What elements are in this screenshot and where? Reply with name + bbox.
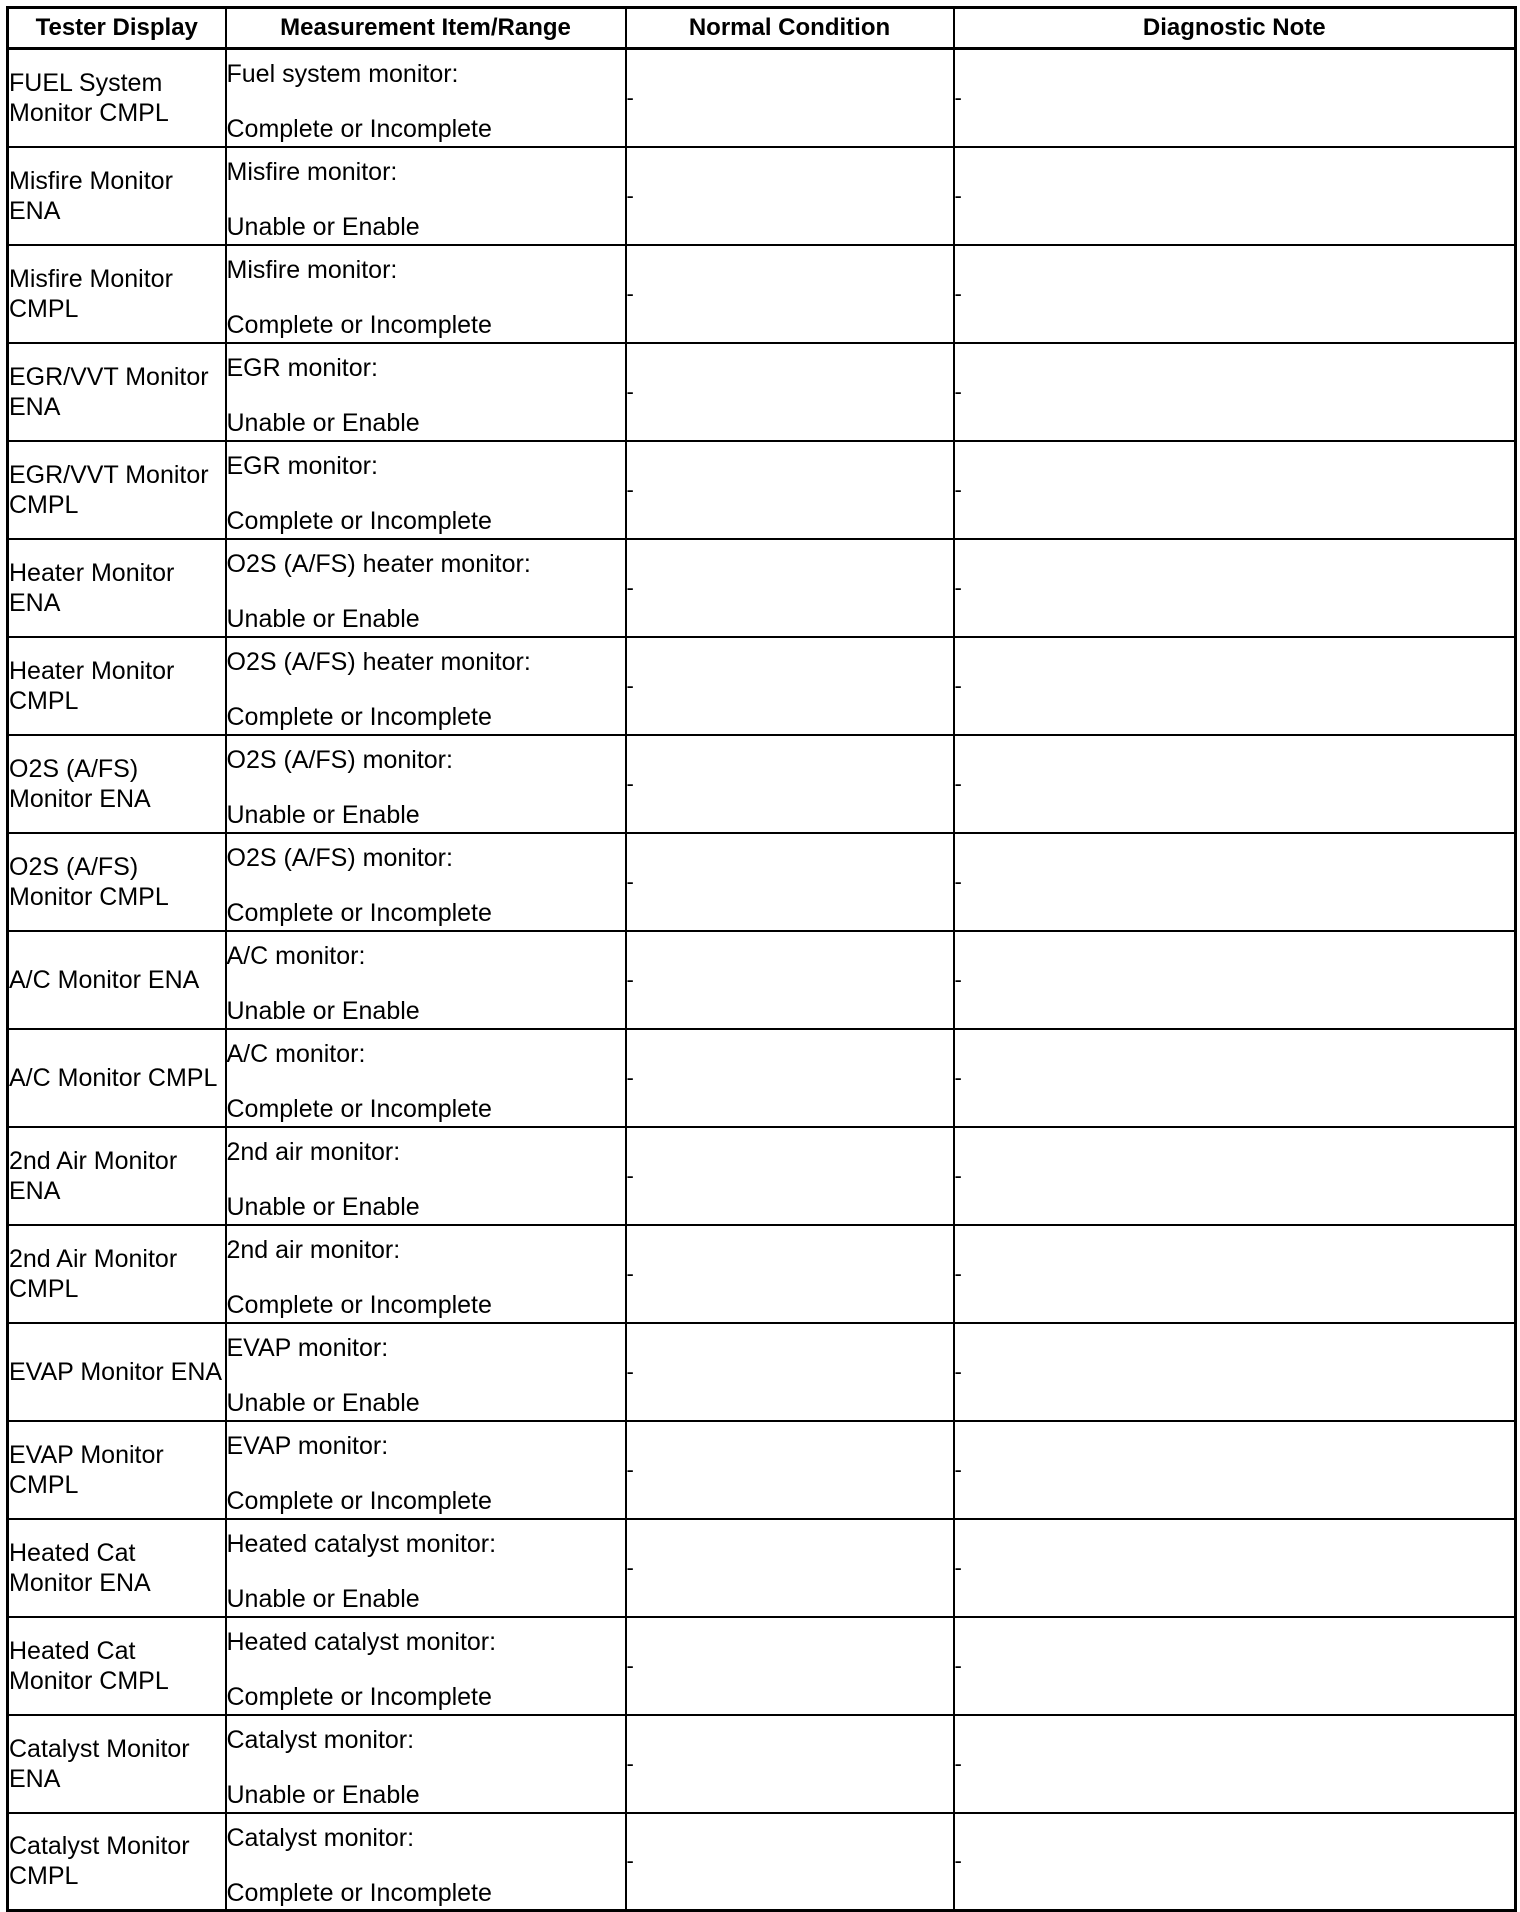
table-row [8,1813,1516,1911]
header-diagnostic-note: Diagnostic Note [954,8,1516,49]
measurement-item-label: 2nd air monitor: [226,1236,401,1264]
table-row [8,1715,1516,1813]
normal-condition-cell: - [626,637,954,735]
measurement-item-label: A/C monitor: [226,942,366,970]
measurement-item-cell [226,147,626,245]
table-row [8,735,1516,833]
tester-display-cell: Heater Monitor CMPL [8,637,226,735]
measurement-item-label: EVAP monitor: [226,1334,389,1362]
tester-display-cell: Catalyst Monitor CMPL [8,1813,226,1911]
normal-condition-cell: - [626,1421,954,1519]
measurement-item-cell [226,539,626,637]
diagnostic-note-cell: - [954,343,1516,441]
tester-display-cell: EVAP Monitor ENA [8,1323,226,1421]
measurement-range-label: Unable or Enable [226,1193,420,1221]
normal-condition-cell: - [626,931,954,1029]
measurement-range-label: Unable or Enable [226,605,420,633]
measurement-item-cell [226,1225,626,1323]
measurement-item-cell [226,1323,626,1421]
table-body [8,49,1516,1911]
measurement-range-label: Unable or Enable [226,1389,420,1417]
measurement-range-label: Unable or Enable [226,1585,420,1613]
measurement-range-label: Complete or Incomplete [226,311,492,339]
diagnostic-note-cell: - [954,833,1516,931]
diagnostic-note-cell: - [954,539,1516,637]
diagnostic-note-cell: - [954,1813,1516,1911]
measurement-item-cell [226,441,626,539]
normal-condition-cell: - [626,1617,954,1715]
header-tester-display: Tester Display [8,8,226,49]
measurement-range-label: Complete or Incomplete [226,1683,492,1711]
normal-condition-cell: - [626,833,954,931]
normal-condition-cell: - [626,49,954,147]
normal-condition-cell: - [626,539,954,637]
measurement-item-cell [226,931,626,1029]
normal-condition-cell: - [626,441,954,539]
table-row [8,147,1516,245]
table-row [8,343,1516,441]
measurement-item-label: A/C monitor: [226,1040,366,1068]
table-row [8,539,1516,637]
diagnostic-note-cell: - [954,1519,1516,1617]
diagnostic-note-cell: - [954,1617,1516,1715]
tester-display-cell: Misfire Monitor ENA [8,147,226,245]
measurement-range-label: Unable or Enable [226,409,420,437]
measurement-item-label: O2S (A/FS) monitor: [226,746,453,774]
measurement-item-label: O2S (A/FS) monitor: [226,844,453,872]
normal-condition-cell: - [626,1127,954,1225]
measurement-item-label: EGR monitor: [226,354,378,382]
header-normal-condition: Normal Condition [626,8,954,49]
measurement-range-label: Unable or Enable [226,997,420,1025]
table-row [8,833,1516,931]
normal-condition-cell: - [626,245,954,343]
diagnostic-note-cell: - [954,1127,1516,1225]
table-row [8,931,1516,1029]
tester-display-cell: Catalyst Monitor ENA [8,1715,226,1813]
measurement-item-label: O2S (A/FS) heater monitor: [226,550,531,578]
normal-condition-cell: - [626,343,954,441]
measurement-item-label: Heated catalyst monitor: [226,1530,497,1558]
measurement-range-label: Complete or Incomplete [226,703,492,731]
measurement-item-label: Misfire monitor: [226,158,398,186]
diagnostic-note-cell: - [954,49,1516,147]
monitor-status-table [6,6,1517,1912]
measurement-range-label: Complete or Incomplete [226,1878,492,1907]
measurement-item-cell [226,1617,626,1715]
table-header-row [8,8,1516,49]
table-row [8,49,1516,147]
tester-display-cell: Heated Cat Monitor ENA [8,1519,226,1617]
measurement-range-label: Unable or Enable [226,801,420,829]
diagnostic-note-cell: - [954,735,1516,833]
normal-condition-cell: - [626,147,954,245]
measurement-item-cell [226,637,626,735]
header-measurement-item: Measurement Item/Range [226,8,626,49]
table-row [8,1127,1516,1225]
table-row [8,637,1516,735]
measurement-range-label: Complete or Incomplete [226,1487,492,1515]
table-row [8,1323,1516,1421]
measurement-item-label: Fuel system monitor: [226,60,459,89]
table-row [8,1519,1516,1617]
measurement-item-label: EVAP monitor: [226,1432,389,1460]
measurement-item-label: Catalyst monitor: [226,1726,415,1754]
diagnostic-note-cell: - [954,147,1516,245]
table-row [8,1421,1516,1519]
measurement-item-label: EGR monitor: [226,452,378,480]
table-row [8,245,1516,343]
measurement-range-label: Complete or Incomplete [226,507,492,535]
normal-condition-cell: - [626,1225,954,1323]
measurement-range-label: Complete or Incomplete [226,1095,492,1123]
measurement-range-label: Complete or Incomplete [226,1291,492,1319]
measurement-item-cell [226,1715,626,1813]
measurement-item-cell [226,1421,626,1519]
diagnostic-note-cell: - [954,1715,1516,1813]
measurement-range-label: Complete or Incomplete [226,899,492,927]
diagnostic-note-cell: - [954,1323,1516,1421]
diagnostic-note-cell: - [954,931,1516,1029]
measurement-item-cell [226,735,626,833]
table-row [8,1029,1516,1127]
measurement-item-cell [226,1127,626,1225]
diagnostic-note-cell: - [954,245,1516,343]
measurement-range-label: Unable or Enable [226,1781,420,1809]
normal-condition-cell: - [626,1029,954,1127]
tester-display-cell: EGR/VVT Monitor CMPL [8,441,226,539]
measurement-item-cell [226,1813,626,1911]
diagnostic-note-cell: - [954,637,1516,735]
normal-condition-cell: - [626,1323,954,1421]
diagnostic-note-cell: - [954,1421,1516,1519]
tester-display-cell: 2nd Air Monitor CMPL [8,1225,226,1323]
measurement-item-cell [226,343,626,441]
tester-display-cell: A/C Monitor CMPL [8,1029,226,1127]
tester-display-cell: Misfire Monitor CMPL [8,245,226,343]
measurement-item-cell [226,833,626,931]
tester-display-cell: 2nd Air Monitor ENA [8,1127,226,1225]
measurement-item-label: Misfire monitor: [226,256,398,284]
tester-display-cell: O2S (A/FS) Monitor CMPL [8,833,226,931]
measurement-item-label: Catalyst monitor: [226,1823,415,1852]
table-row [8,1225,1516,1323]
normal-condition-cell: - [626,1813,954,1911]
measurement-item-cell [226,1519,626,1617]
normal-condition-cell: - [626,735,954,833]
measurement-range-label: Complete or Incomplete [226,115,492,144]
tester-display-cell: Heater Monitor ENA [8,539,226,637]
tester-display-cell: FUEL System Monitor CMPL [8,49,226,147]
measurement-item-cell [226,1029,626,1127]
diagnostic-note-cell: - [954,441,1516,539]
tester-display-cell: EVAP Monitor CMPL [8,1421,226,1519]
tester-display-cell: A/C Monitor ENA [8,931,226,1029]
measurement-item-label: O2S (A/FS) heater monitor: [226,648,531,676]
measurement-item-label: 2nd air monitor: [226,1138,401,1166]
normal-condition-cell: - [626,1715,954,1813]
table-row [8,1617,1516,1715]
tester-display-cell: EGR/VVT Monitor ENA [8,343,226,441]
tester-display-cell: O2S (A/FS) Monitor ENA [8,735,226,833]
table-row [8,441,1516,539]
tester-display-cell: Heated Cat Monitor CMPL [8,1617,226,1715]
measurement-range-label: Unable or Enable [226,213,420,241]
diagnostic-note-cell: - [954,1029,1516,1127]
normal-condition-cell: - [626,1519,954,1617]
measurement-item-cell [226,49,626,147]
diagnostic-note-cell: - [954,1225,1516,1323]
measurement-item-cell [226,245,626,343]
measurement-item-label: Heated catalyst monitor: [226,1628,497,1656]
